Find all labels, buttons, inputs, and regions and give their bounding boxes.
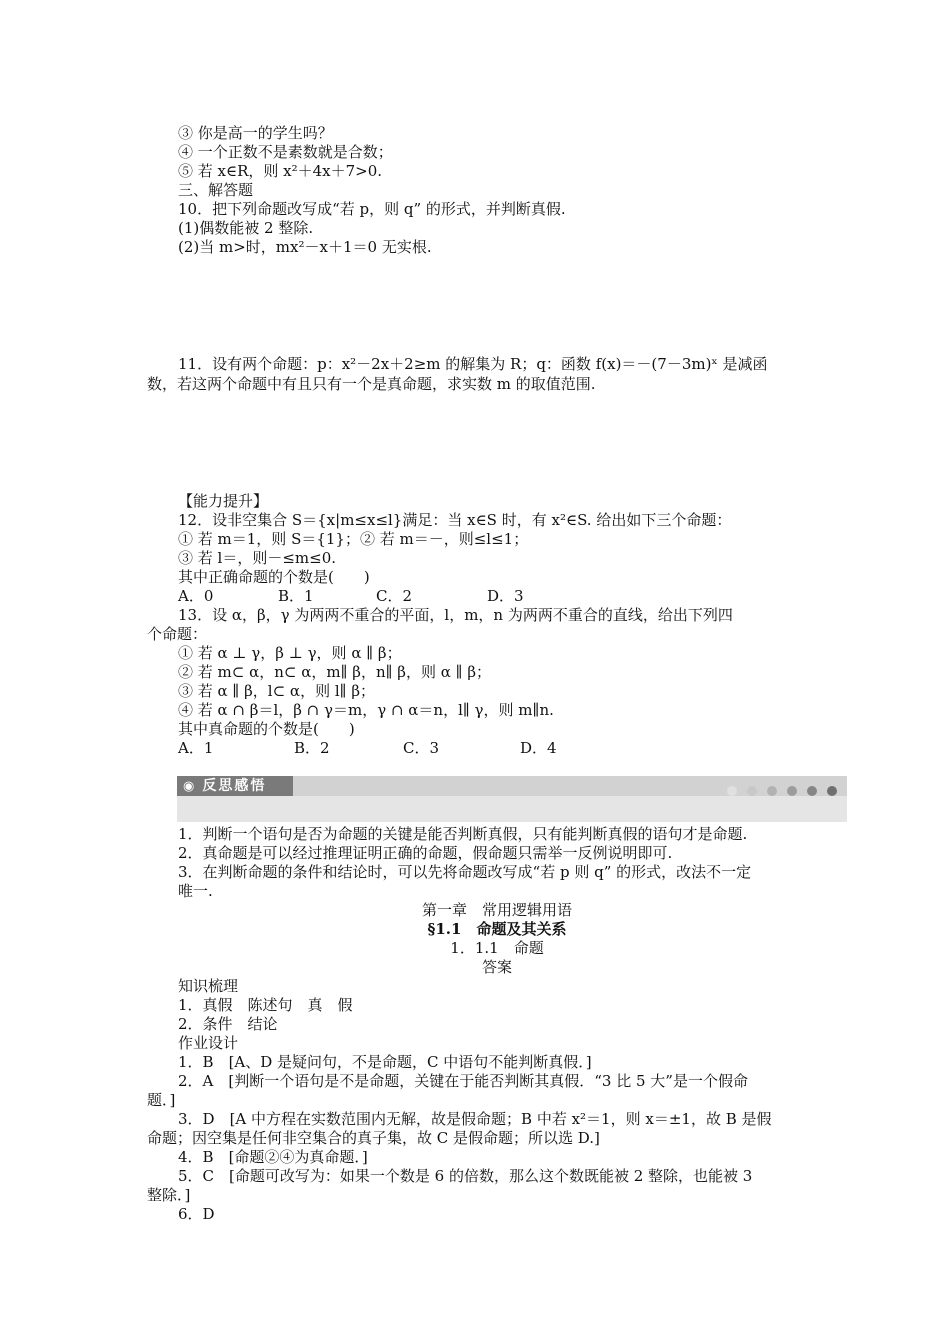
answer-5-line-2: 整除．] xyxy=(147,1186,191,1204)
circle-dot-icon: ◉ xyxy=(183,779,197,794)
option-c: C．2 xyxy=(376,587,413,605)
reflection-banner xyxy=(177,776,847,822)
item-4: ④ 一个正数不是素数就是合数； xyxy=(178,143,393,161)
answer-1: 1．B [A、D 是疑问句，不是命题，C 中语句不能判断真假．] xyxy=(178,1053,592,1071)
reflection-title-text: 反思感悟 xyxy=(202,778,267,794)
option-a: A．1 xyxy=(178,739,214,757)
question-10-part-1: (1)偶数能被 2 整除. xyxy=(178,219,314,237)
homework-heading: 作业设计 xyxy=(178,1034,239,1052)
dot-6 xyxy=(827,786,837,796)
option-a: A．0 xyxy=(178,587,214,605)
question-13-item-2: ② 若 m⊂ α，n⊂ α，m∥ β，n∥ β，则 α ∥ β； xyxy=(178,663,492,681)
option-d: D．4 xyxy=(520,739,557,757)
chapter-title: 第一章 常用逻辑用语 xyxy=(421,901,572,919)
section-title: §1.1 命题及其关系 xyxy=(427,920,567,938)
knowledge-heading: 知识梳理 xyxy=(178,977,239,995)
dot-2 xyxy=(747,786,757,796)
option-c: C．3 xyxy=(403,739,440,757)
option-b: B．2 xyxy=(294,739,330,757)
reflection-2: 2．真命题是可以经过推理证明正确的命题，假命题只需举一反例说明即可. xyxy=(178,844,673,862)
question-13-options xyxy=(178,739,678,757)
dot-3 xyxy=(767,786,777,796)
question-12-line-4: 其中正确命题的个数是( ) xyxy=(178,568,370,586)
answers-title: 答案 xyxy=(481,958,512,976)
reflection-1: 1．判断一个语句是否为命题的关键是能否判断真假，只有能判断真假的语句才是命题. xyxy=(178,825,748,843)
section-heading: 三、解答题 xyxy=(178,181,254,199)
knowledge-2: 2．条件 结论 xyxy=(178,1015,278,1033)
item-5: ⑤ 若 x∈R，则 x²＋4x＋7>0. xyxy=(178,162,383,180)
answer-3-line-1: 3．D [A 中方程在实数范围内无解，故是假命题；B 中若 x²＝1，则 x＝±1，故 B 是假 xyxy=(178,1110,772,1128)
answer-6: 6．D xyxy=(178,1205,215,1223)
question-10-part-2: (2)当 m>时，mx²－x＋1＝0 无实根. xyxy=(178,238,432,256)
reflection-3-line-1: 3．在判断命题的条件和结论时，可以先将命题改写成“若 p 则 q” 的形式，改法不一定 xyxy=(178,863,752,881)
answer-4: 4．B [命题②④为真命题．] xyxy=(178,1148,368,1166)
knowledge-1: 1．真假 陈述句 真 假 xyxy=(178,996,353,1014)
answer-2-line-1: 2．A [判断一个语句是不是命题，关键在于能否判断其真假．“3 比 5 大”是一个假命 xyxy=(178,1072,748,1090)
question-13-line-7: 其中真命题的个数是( ) xyxy=(178,720,355,738)
question-12-line-3: ③ 若 l＝，则－≤m≤0. xyxy=(178,549,337,567)
question-13-item-4: ④ 若 α ∩ β＝l，β ∩ γ＝m，γ ∩ α＝n，l∥ γ，则 m∥n. xyxy=(178,701,554,719)
answer-5-line-1: 5．C [命题可改写为：如果一个数是 6 的倍数，那么这个数既能被 2 整除，也能被 3 xyxy=(178,1167,753,1185)
question-13-line-2: 个命题： xyxy=(147,625,208,643)
option-b: B．1 xyxy=(278,587,314,605)
question-12-line-2: ① 若 m＝1，则 S＝{1}；② 若 m＝－，则≤l≤1； xyxy=(178,530,529,548)
question-13-item-3: ③ 若 α ∥ β，l⊂ α，则 l∥ β； xyxy=(178,682,376,700)
question-13-line-1: 13．设 α，β，γ 为两两不重合的平面，l，m，n 为两两不重合的直线，给出下列四 xyxy=(178,606,733,624)
answer-3-line-2: 命题；因空集是任何非空集合的真子集，故 C 是假命题；所以选 D.] xyxy=(147,1129,600,1147)
dot-5 xyxy=(807,786,817,796)
answer-2-line-2: 题．] xyxy=(147,1091,176,1109)
question-11-line-2: 数，若这两个命题中有且只有一个是真命题，求实数 m 的取值范围. xyxy=(147,375,596,393)
item-3: ③ 你是高一的学生吗？ xyxy=(178,124,333,142)
dot-4 xyxy=(787,786,797,796)
option-d: D．3 xyxy=(487,587,524,605)
dot-1 xyxy=(727,786,737,796)
question-11-line-1: 11．设有两个命题：p：x²－2x＋2≥m 的解集为 R；q：函数 f(x)＝－(7－3m)ˣ 是减函 xyxy=(178,355,768,373)
ability-heading: 【能力提升】 xyxy=(178,492,269,510)
question-12-options xyxy=(178,587,678,605)
reflection-3-line-2: 唯一. xyxy=(178,882,213,900)
question-12-line-1: 12．设非空集合 S＝{x|m≤x≤l}满足：当 x∈S 时，有 x²∈S. 给出如下三个命题： xyxy=(178,511,732,529)
decorative-dots xyxy=(717,781,837,791)
subsection-title: 1．1.1 命题 xyxy=(450,939,544,957)
question-10: 10．把下列命题改写成“若 p，则 q” 的形式，并判断真假. xyxy=(178,200,566,218)
question-13-item-1: ① 若 α ⊥ γ，β ⊥ γ，则 α ∥ β； xyxy=(178,644,402,662)
reflection-title xyxy=(177,776,293,796)
